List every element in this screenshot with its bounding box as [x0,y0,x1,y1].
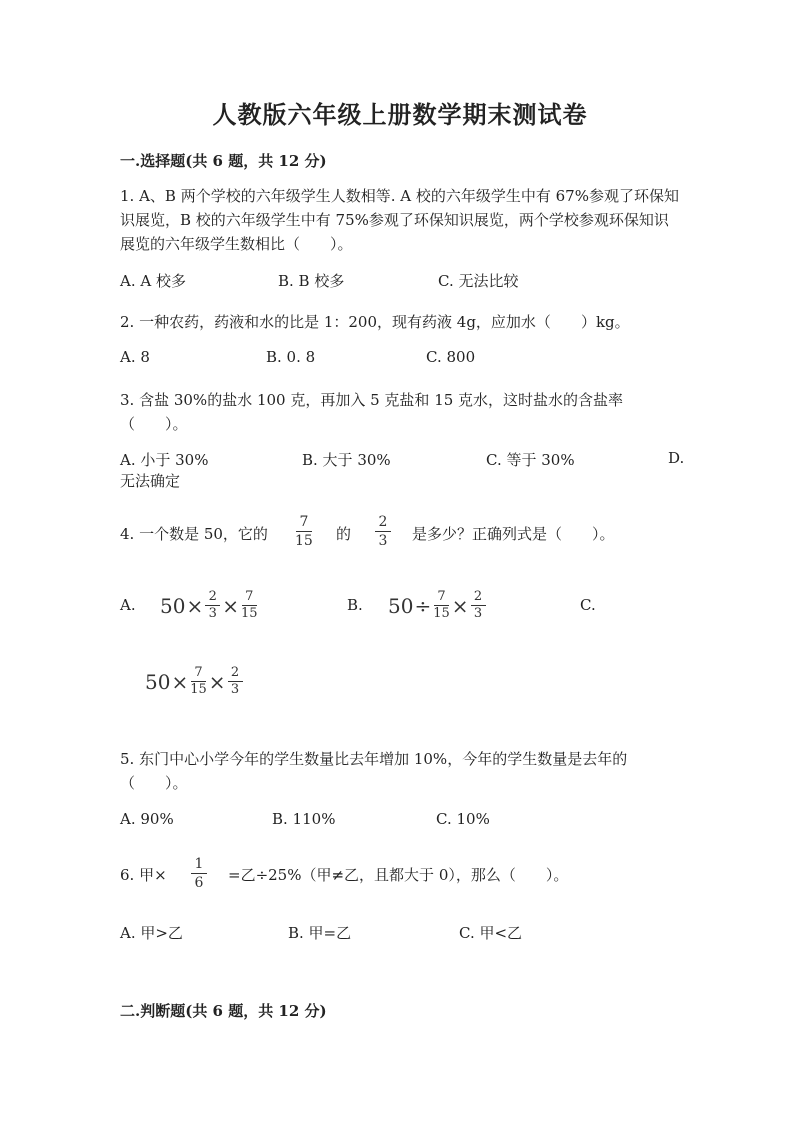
q6-fraction-1-6 [191,856,207,891]
q2-option-b[interactable]: B. 0. 8 [266,348,316,366]
section-heading-judgment: 二.判断题(共 6 题，共 12 分) [120,1002,327,1020]
q4-fraction-7-15 [295,514,313,549]
question-4-prefix: 4. 一个数是 50，它的 [120,525,268,543]
q5-option-c[interactable]: C. 10% [436,810,490,828]
q3-option-c[interactable]: C. 等于 30% [486,451,575,469]
question-4-mid: 的 [336,525,352,543]
q4-frac1-numerator: 7 [299,514,309,530]
q3-option-d-text: 无法确定 [120,472,181,490]
q5-option-b[interactable]: B. 110% [272,810,336,828]
expr-fraction: 2 3 [228,666,243,697]
expr-operator: ÷ [414,593,432,618]
page-title: 人教版六年级上册数学期末测试卷 [212,100,588,129]
q3-option-b[interactable]: B. 大于 30% [302,451,391,469]
expr-number: 50 [388,593,414,618]
question-5-stem: 5. 东门中心小学今年的学生数量比去年增加 10%，今年的学生数量是去年的（ ）。 [120,750,628,792]
q4-option-a-expression[interactable] [160,590,259,621]
q2-option-c[interactable]: C. 800 [426,348,476,366]
q4-fraction-2-3 [375,514,391,549]
expr-fraction: 7 15 [240,589,258,621]
expr-fraction: 2 3 [471,590,486,621]
q3-option-d[interactable]: D. [668,449,685,467]
question-6-prefix: 6. 甲× [120,866,167,884]
q6-option-c[interactable]: C. 甲<乙 [459,924,523,942]
q6-option-a[interactable]: A. 甲>乙 [120,924,183,942]
question-4-suffix: 是多少？正确列式是（ ）。 [412,525,615,543]
expr-operator: × [171,669,189,694]
expr-operator: × [208,669,226,694]
q2-option-a[interactable]: A. 8 [120,348,150,366]
expr-fraction: 2 3 [205,590,220,621]
q1-option-c[interactable]: C. 无法比较 [438,272,519,290]
expr-operator: × [222,593,239,618]
q4-option-a-label[interactable]: A. [120,596,136,614]
expr-fraction: 7 15 [190,665,207,697]
q4-option-b-label[interactable]: B. [347,596,363,614]
expr-number: 50 [160,593,186,618]
question-6-options [120,922,690,946]
fraction-bar [296,531,312,532]
q4-frac2-denominator: 3 [378,533,388,549]
q4-frac2-numerator: 2 [378,514,388,530]
q6-option-b[interactable]: B. 甲=乙 [288,924,352,942]
question-5-options [120,810,690,834]
fraction-bar [191,873,207,874]
q3-option-a[interactable]: A. 小于 30% [120,451,209,469]
question-1-stem: 1. A、B 两个学校的六年级学生人数相等. A 校的六年级学生中有 67%参观了环保知识展览，B 校的六年级学生中有 75%参观了环保知识展览，两个学校参观环保知识展览的六年级学生数相比（ ）。 [120,187,679,253]
question-2-stem: 2. 一种农药，药液和水的比是 1：200，现有药液 4g，应加水（ ）kg。 [120,313,630,331]
q6-frac-numerator: 1 [194,856,204,872]
question-2-options [120,348,690,372]
section-heading-choice: 一.选择题(共 6 题，共 12 分) [120,152,327,170]
q4-option-c-expression[interactable] [145,666,244,697]
expr-operator: × [186,593,204,618]
question-6-suffix: =乙÷25%（甲≠乙，且都大于 0），那么（ ）。 [228,866,569,884]
question-3-stem: 3. 含盐 30%的盐水 100 克，再加入 5 克盐和 15 克水，这时盐水的含盐率（ ）。 [120,391,624,433]
expr-number: 50 [145,669,171,694]
expr-fraction: 7 15 [433,589,450,621]
expr-operator: × [451,593,469,618]
q4-option-c-label[interactable]: C. [580,596,596,614]
q6-frac-denominator: 6 [194,875,204,891]
q4-frac1-denominator: 15 [295,533,313,549]
q5-option-a[interactable]: A. 90% [120,810,174,828]
fraction-bar [375,531,391,532]
q1-option-a[interactable]: A. A 校多 [120,272,186,290]
q1-option-b[interactable]: B. B 校多 [278,272,345,290]
q4-option-b-expression[interactable] [388,590,487,621]
question-1-options [120,270,690,294]
